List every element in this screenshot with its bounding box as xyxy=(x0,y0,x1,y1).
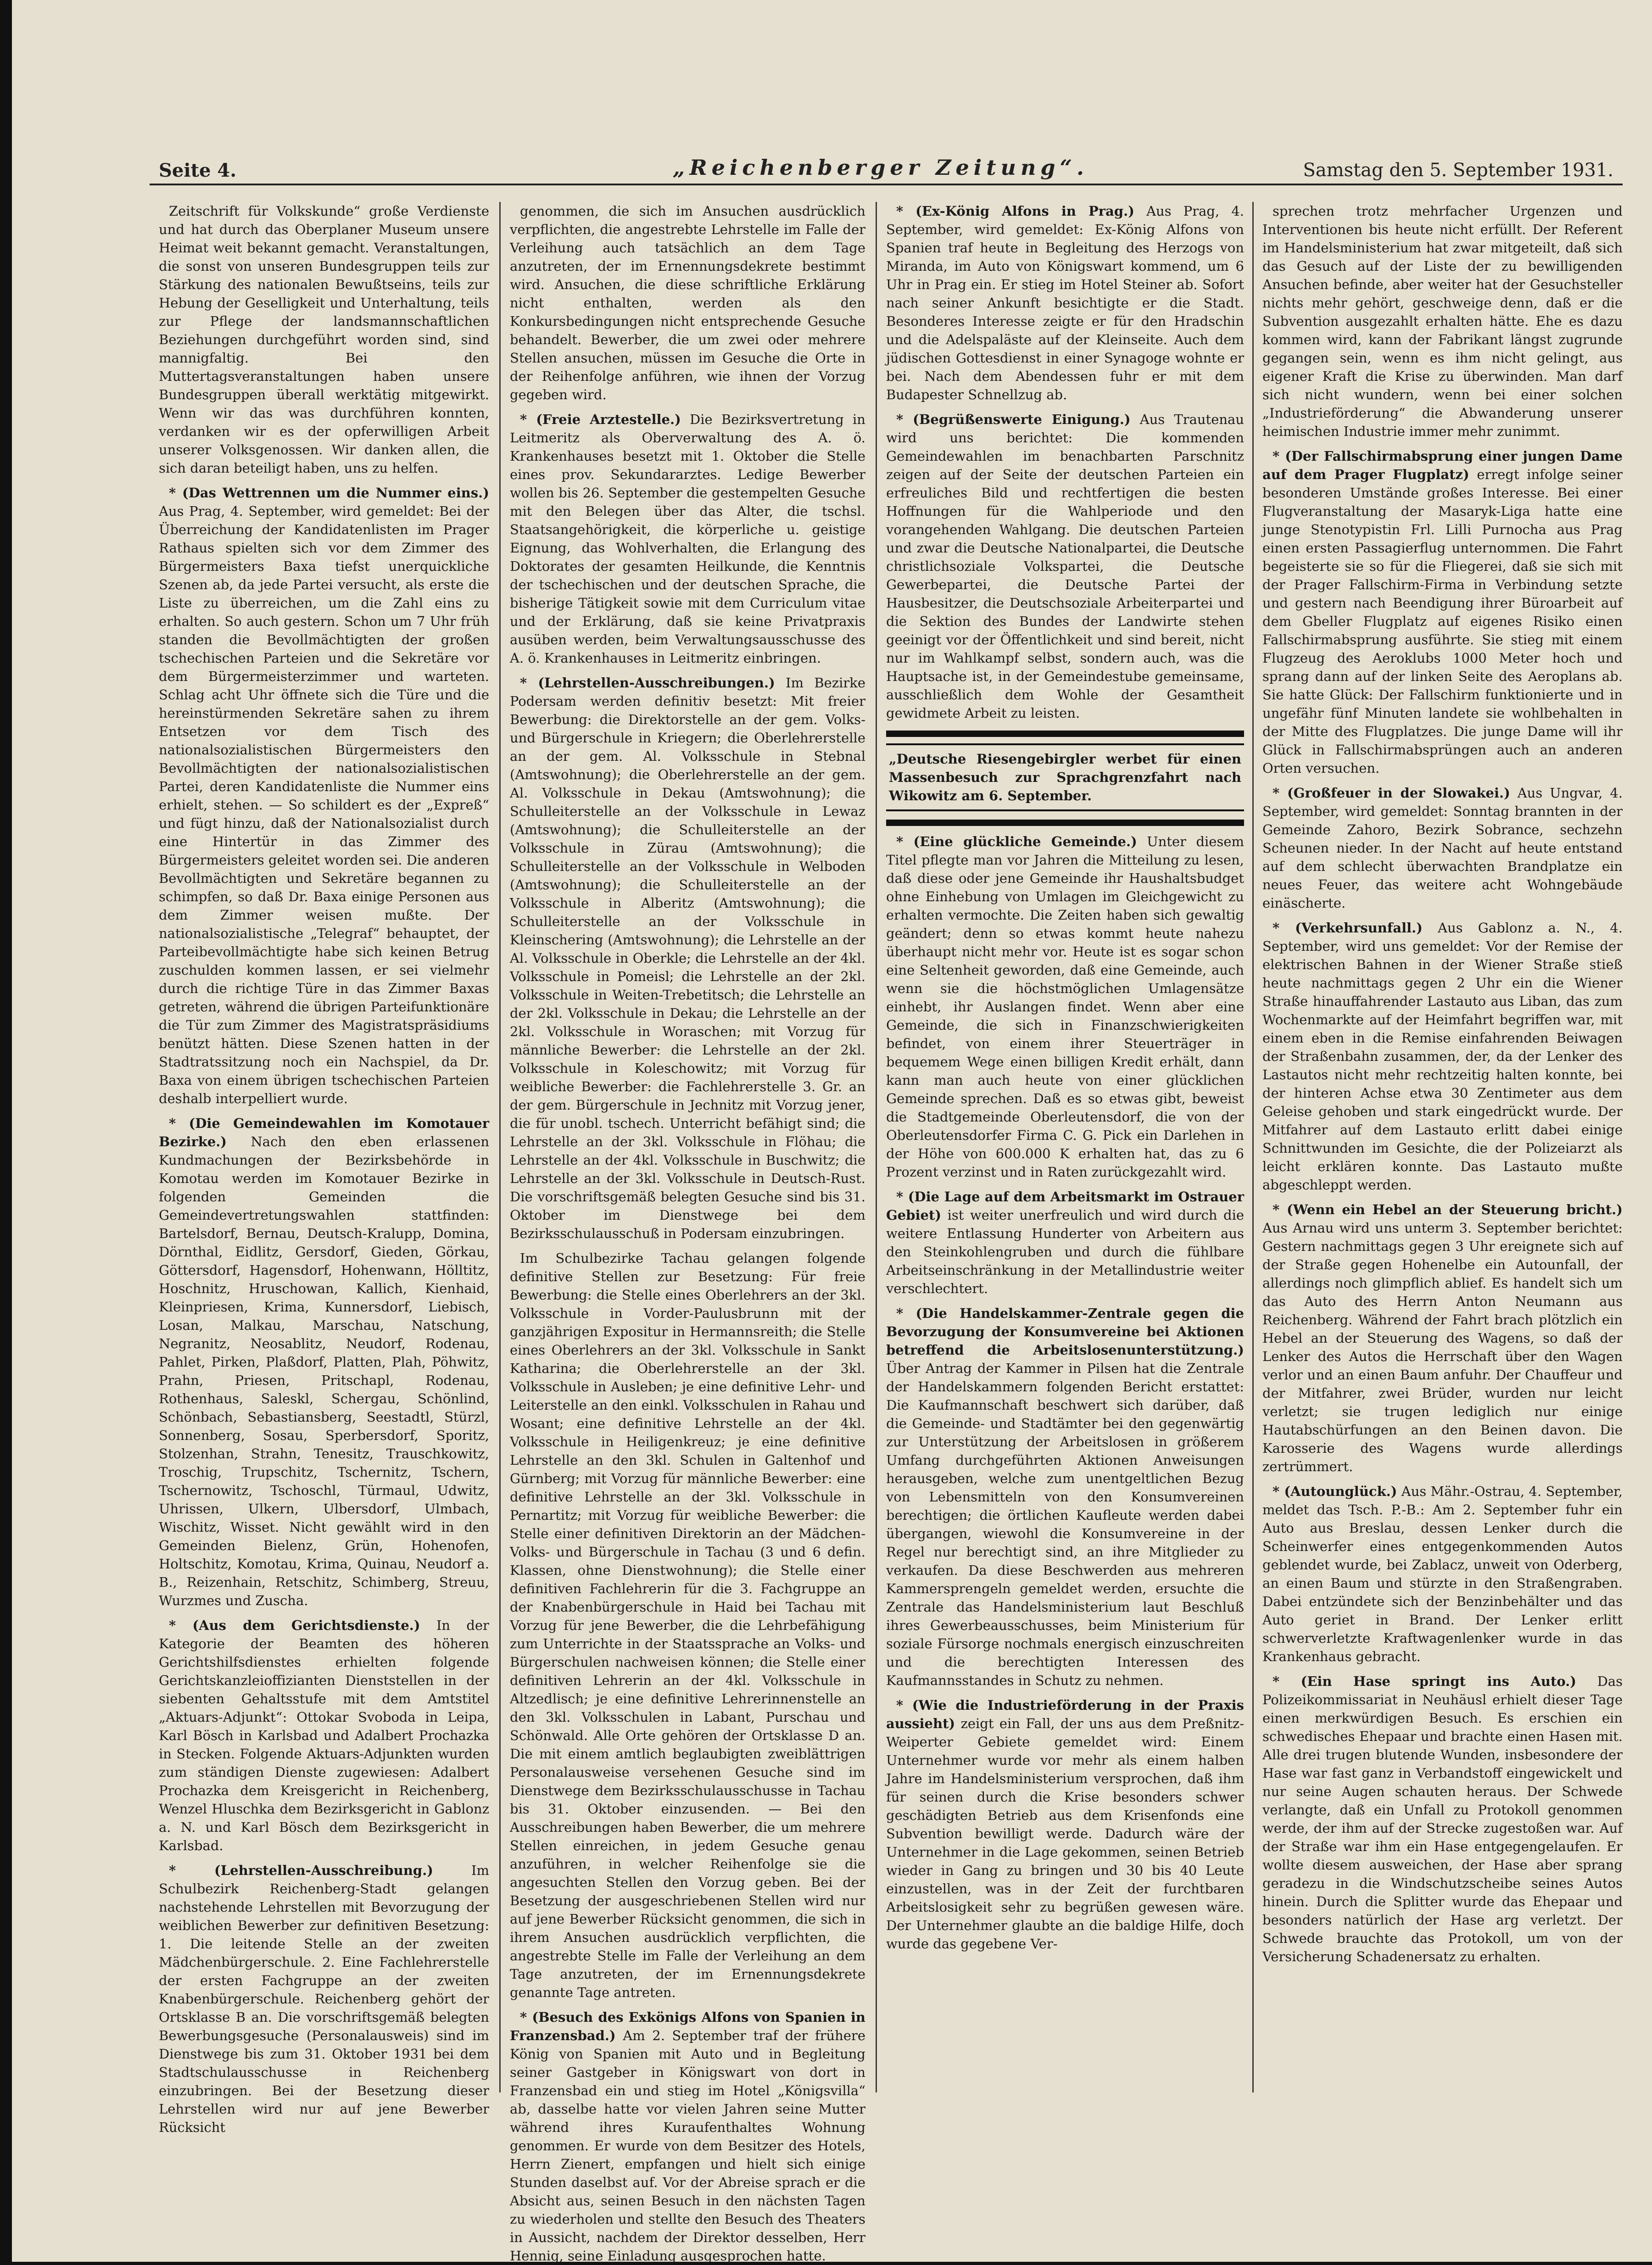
article-headline: * (Die Handelskammer-Zentrale gegen die Bevorzugung der Konsumvereine bei Aktionen betreffend die Arbeitslosenunterstützung.) xyxy=(886,1305,1244,1358)
article-headline: * (Die Gemeindewahlen im Komotauer Bezirke.) xyxy=(159,1116,489,1149)
column-divider xyxy=(876,202,877,2092)
article-paragraph xyxy=(159,1114,489,1610)
article-headline: * (Großfeuer in der Slowakei.) xyxy=(1272,785,1510,801)
article-body: zeigt ein Fall, der uns aus dem Preßnitz-Weiperter Gebiete gemeldet wird: Einem Unternehmer wurde vor mehr als einem halben Jahre im Handelsministerium versprochen, daß ihm für seinen durch die Krise besonders schwer geschädigten Betrieb aus dem Krisenfonds eine Subvention bewilligt werde. Dadurch wäre der Unternehmer in die Lage gekommen, seinen Betrieb wieder in Gang zu bringen und 30 bis 40 Leute einzustellen, was in der Zeit der furchtbaren Arbeitslosigkeit sehr zu begrüßen gewesen wäre. Der Unternehmer glaubte an die baldige Hilfe, doch wurde das gegebene Ver- xyxy=(886,1716,1245,1952)
article-headline: * (Die Lage auf dem Arbeitsmarkt im Ostrauer Gebiet) xyxy=(886,1189,1244,1223)
page-number: Seite 4. xyxy=(159,160,237,181)
article-body: ist weiter unerfreulich und wird durch die weitere Entlassung Hunderter von Arbeitern aus den Steinkohlengruben und durch die fühlbare Arbeitseinschränkung in der Metallindustrie weiter verschlechtert. xyxy=(886,1207,1245,1296)
column-4 xyxy=(1262,202,1623,2092)
article-headline: * (Ein Hase springt ins Auto.) xyxy=(1272,1674,1576,1689)
article-body: In der Kategorie der Beamten des höheren Gerichtshilfsdienstes erhielten folgende Gerichtskanzleioffizianten Dienststellen in der siebenten Gehaltsstufe mit dem Amtstitel „Aktuars-Adjunkt“: Ottokar Svoboda in Leipa, Karl Bösch in Karlsbad und Adalbert Prochazka in Stecken. Folgende Aktuars-Adjunkten wurden zum ständigen Dienste zugewiesen: Adalbert Prochazka dem Kreisgericht in Reichenberg, Wenzel Hluschka dem Bezirksgericht in Gablonz a. N. und Karl Bösch dem Bezirksgericht in Karlsbad. xyxy=(159,1618,489,1853)
article-headline: * (Ex-König Alfons in Prag.) xyxy=(896,203,1134,219)
article-paragraph xyxy=(510,2008,865,2265)
article-headline: * (Lehrstellen-Ausschreibungen.) xyxy=(520,675,775,691)
article-body: Aus Arnau wird uns unterm 3. September berichtet: Gestern nachmittags gegen 3 Uhr ereignete sich auf der Straße gegen Hohenelbe ein Autounfall, der allerdings noch glimpflich ablief. Es handelt sich um das Auto des Herrn Anton Neumann aus Reichenberg. Während der Fahrt brach plötzlich ein Hebel an der Steuerung des Wagens, so daß der Lenker des Autos die Herrschaft über den Wagen verlor und an einen Baum anfuhr. Der Chauffeur und der Mitfahrer, zwei Brüder, wurden nur leicht verletzt; sie trugen lediglich nur einige Hautabschürfungen an den Beinen davon. Die Karosserie des Wagens wurde allerdings zertrümmert. xyxy=(1262,1220,1623,1474)
article-body: Am 2. September traf der frühere König von Spanien mit Auto und in Begleitung seiner Gastgeber in Königswart von dort in Franzensbad ein und stieg im Hotel „Königsvilla“ ab, dasselbe hatte vor vielen Jahren seine Mutter während ihres Kuraufenthaltes Wohnung genommen. Er wurde von dem Besitzer des Hotels, Herrn Zienert, empfangen und hielt sich einige Stunden daselbst auf. Vor der Abreise sprach er die Absicht aus, seinen Besuch in den nächsten Tagen zu wiederholen und stellte den Besuch des Theaters in Aussicht, nachdem der Direktor desselben, Herr Hennig, seine Einladung ausgesprochen hatte. xyxy=(510,2028,866,2264)
article-paragraph xyxy=(886,832,1244,1181)
heavy-rule xyxy=(886,820,1244,826)
article-headline: * (Das Wettrennen um die Nummer eins.) xyxy=(169,485,489,501)
article-headline: * (Aus dem Gerichtsdienste.) xyxy=(169,1618,420,1633)
newspaper-title: „Reichenberger Zeitung“. xyxy=(673,155,1089,180)
article-body: Im Schulbezirk Reichenberg-Stadt gelangen nachstehende Lehrstellen mit Bevorzugung der weiblichen Bewerber zur definitiven Besetzung: 1. Die leitende Stelle an der zweiten Mädchenbürgerschule. 2. Eine Fachlehrerstelle der ersten Fachgruppe an der zweiten Knabenbürgerschule. Reichenberg gehört der Ortsklasse B an. Die vorschriftsgemäß belegten Bewerbungsgesuche (Personalausweis) sind im Dienstwege bis zum 31. Oktober 1931 bei dem Stadtschulausschusse in Reichenberg einzubringen. Bei der Besetzung dieser Lehrstellen wird nur auf jene Bewerber Rücksicht xyxy=(159,1863,490,2135)
article-paragraph xyxy=(159,202,489,477)
article-body: Im Bezirke Podersam werden definitiv besetzt: Mit freier Bewerbung: die Direktorstelle an der gem. Volks- und Bürgerschule in Kriegern; die Oberlehrerstelle an der gem. Al. Volksschule in Stebnal (Amtswohnung); die Oberlehrerstelle an der gem. Al. Volksschule in Dekau (Amtswohnung); die Schulleiterstelle an der Volksschule in Lewaz (Amtswohnung); die Schulleiterstelle an der Volksschule in Zürau (Amtswohnung); die Schulleiterstelle an der Volksschule in Welboden (Amtswohnung); die Schulleiterstelle an der Volksschule in Alberitz (Amtswohnung); die Schulleiterstelle an der Volksschule in Kleinschering (Amtswohnung); die Lehrstelle an der Al. Volksschule in Oberkle; die Lehrstelle an der 4kl. Volksschule in Pomeisl; die Lehrstelle an der 2kl. Volksschule in Weiten-Trebetitsch; die Lehrstelle an der 2kl. Volksschule in Dekau; die Lehrstelle an der 2kl. Volksschule in Woraschen; mit Vorzug für männliche Bewerber: die Lehrstelle an der 2kl. Volksschule in Koleschowitz; mit Vorzug für weibliche Bewerber: die Fachlehrerstelle 3. Gr. an der gem. Bürgerschule in Jechnitz mit Vorzug jener, die für unobl. tschech. Unterricht befähigt sind; die Lehrstelle an der 3kl. Volksschule in Flöhau; die Lehrstelle an der 4kl. Volksschule in Buschwitz; die Lehrstelle an der 3kl. Volksschule in Deutsch-Rust. Die vorschriftsgemäß belegten Gesuche sind bis 31. Oktober im Dienstwege bei dem Bezirksschulausschuß in Podersam einzubringen. xyxy=(510,675,865,1241)
article-paragraph xyxy=(1262,447,1623,777)
article-body: Aus Ungvar, 4. September, wird gemeldet: Sonntag brannten in der Gemeinde Zahoro, Bezirk Sobrance, sechzehn Scheunen nieder. In der Nacht auf heute entstand auf dem schlecht überwachten Brandplatze ein neues Feuer, das weitere acht Wohngebäude einäscherte. xyxy=(1262,785,1623,911)
article-body: Aus Mähr.-Ostrau, 4. September, meldet das Tsch. P.-B.: Am 2. September fuhr ein Auto aus Breslau, dessen Lenker durch die Scheinwerfer eines entgegenkommenden Autos geblendet wurde, bei Zablacz, unweit von Oderberg, an einen Baum und stürzte in den Straßengraben. Dabei entzündete sich der Benzinbehälter und das Auto geriet in Brand. Der Lenker erlitt schwerverletzte Kraftwagenlenker wurde in das Krankenhaus gebracht. xyxy=(1262,1484,1623,1664)
article-paragraph xyxy=(1262,1482,1623,1666)
article-paragraph xyxy=(886,1304,1244,1690)
column-2 xyxy=(510,202,866,2264)
article-body: Im Schulbezirke Tachau gelangen folgende definitive Stellen zur Besetzung: Für freie Bewerbung: die Stelle eines Oberlehrers an der 3kl. Volksschule in Vorder-Paulusbrunn mit der ganzjährigen Expositur in Hermannsreith; die Stelle eines Oberlehrers an der 3kl. Volksschule in Sankt Katharina; die Oberlehrerstelle an der 3kl. Volksschule in Ausleben; je eine definitive Lehr- und Leiterstelle an den einkl. Volksschulen in Rahau und Wosant; eine definitive Lehrstelle an der 4kl. Volksschule in Heiligenkreuz; je eine definitive Lehrstelle an den 3kl. Schulen in Galtenhof und Gürnberg; mit Vorzug für männliche Bewerber: eine definitive Lehrstelle an der 3kl. Volksschule in Pernartitz; mit Vorzug für weibliche Bewerber: die Stelle einer definitiven Direktorin an der Mädchen-Volks- und Bürgerschule in Tachau (3 und 6 defin. Klassen, ohne Dienstwohnung); die Stelle einer definitiven Fachlehrerin für die 3. Fachgruppe an der Knabenbürgerschule in Haid bei Tachau mit Vorzug für jene Bewerber, die die Lehrbefähigung zum Unterrichte in der Staatssprache an Volks- und Bürgerschulen nachweisen können; die Stelle einer definitiven Lehrerin an der 4kl. Volksschule in Altzedlisch; je eine definitive Lehrerinnenstelle an den 3kl. Volksschulen in Labant, Purschau und Schönwald. Alle Orte gehören der Ortsklasse D an. Die mit einem amtlich beglaubigten zweiblättrigen Personalausweise versehenen Gesuche sind im Dienstwege dem Bezirksschulausschusse in Tachau bis 31. Oktober einzusenden. — Bei den Ausschreibungen haben Bewerber, die um mehrere Stellen einreichen, in jedem Gesuche genau anzuführen, in welcher Reihenfolge sie die angesuchten Stellen den Vorzug geben. Bei der Besetzung der ausgeschriebenen Stellen wird nur auf jene Bewerber Rücksicht genommen, die sich in ihrem Ansuchen ausdrücklich verpflichten, die angestrebte Stelle im Falle der Verleihung an dem Tage anzutreten, der im Ernennungsdekrete genannte Tage antreten. xyxy=(510,1250,865,2000)
page-header xyxy=(159,155,1613,183)
article-paragraph xyxy=(1262,1200,1623,1476)
article-body: sprechen trotz mehrfacher Urgenzen und Interventionen bis heute nicht erfüllt. Der Referent im Handelsministerium hat zwar mitgeteilt, daß sich das Gesuch auf der Liste der zu bewilligenden Ansuchen befinde, aber weiter hat der Gesuchsteller nichts mehr gehört, geschweige denn, daß er die Subvention ausgezahlt erhalten hätte. Ehe es dazu kommen wird, kann der Fabrikant längst zugrunde gegangen sein, wenn es ihm nicht gelingt, aus eigener Kraft die Krise zu überwinden. Man darf sich nicht wundern, wenn bei einer solchen „Industrieförderung“ die Abwanderung unserer heimischen Industrie immer mehr zunimmt. xyxy=(1262,203,1623,439)
article-paragraph xyxy=(510,1249,865,2002)
article-headline: * (Autounglück.) xyxy=(1272,1484,1397,1499)
article-body: Zeitschrift für Volkskunde“ große Verdienste und hat durch das Oberplaner Museum unsere Heimat weit bekannt gemacht. Veranstaltungen, die sonst von unseren Bundesgruppen teils zur Stärkung des nationalen Bewußtseins, teils zur Hebung der Geselligkeit und Unterhaltung, teils zur Pflege der landsmannschaftlichen Beziehungen durchgeführt worden sind, sind mannigfaltig. Bei den Muttertagsveranstaltungen haben unsere Bundesgruppen überall werktätig mitgewirkt. Wenn wir das was durchführen konnten, verdanken wir es der opferwilligen Arbeit unserer Volksgenossen. Wir danken allen, die sich daran beteiligt haben, uns zu helfen. xyxy=(159,203,489,476)
article-headline: * (Wenn ein Hebel an der Steuerung bricht.) xyxy=(1272,1202,1623,1217)
article-headline: * (Wie die Industrieförderung in der Praxis aussieht) xyxy=(886,1697,1244,1731)
article-headline: * (Lehrstellen-Ausschreibung.) xyxy=(169,1863,434,1878)
notice-text: „Deutsche Riesengebirgler werbet für einen Massenbesuch zur Sprachgrenzfahrt nach Wikowitz am 6. September. xyxy=(889,751,1241,803)
article-body: Über Antrag der Kammer in Pilsen hat die Zentrale der Handelskammern folgenden Bericht erstattet: Die Kaufmannschaft beschwert sich darüber, daß die Gemeinde- und Stadtämter bei den gegenwärtig zur Unterstützung der Arbeitslosen in größerem Umfang durchgeführten Aktionen Anweisungen herausgeben, welche zum unentgeltlichen Bezug von Lebensmitteln von den Konsumvereinen berechtigen; die örtlichen Kaufleute werden dabei übergangen, wiewohl die Konsumvereine in der Regel nur berechtigt sind, an ihre Mitglieder zu verkaufen. Da diese Beschwerden aus mehreren Kammersprengeln gemeldet werden, ersuchte die Zentrale das Handelsministerium laut Beschluß ihres Gewerbeausschusses, beim Ministerium für soziale Fürsorge nochmals energisch einzuschreiten und die berechtigten Interessen des Kaufmannsstandes in Schutz zu nehmen. xyxy=(886,1361,1244,1688)
article-paragraph xyxy=(886,1188,1244,1298)
column-1 xyxy=(159,202,490,2135)
heavy-rule xyxy=(886,731,1244,737)
article-paragraph xyxy=(510,674,865,1243)
article-paragraph xyxy=(159,484,489,1108)
article-body: genommen, die sich im Ansuchen ausdrücklich verpflichten, die angestrebte Lehrstelle im Falle der Verleihung auch tatsächlich an dem Tage anzutreten, der im Ernennungsdekrete bestimmt wird. Ansuchen, die diese schriftliche Erklärung nicht enthalten, werden als den Konkursbedingungen nicht entsprechende Gesuche behandelt. Bewerber, die um zwei oder mehrere Stellen ansuchen, müssen im Gesuche die Orte in der Reihenfolge anführen, wie ihnen der Vorzug gegeben wird. xyxy=(510,203,865,402)
article-body: Unter diesem Titel pflegte man vor Jahren die Mitteilung zu lesen, daß diese oder jene Gemeinde ihr Haushaltsbudget ohne Einhebung von Umlagen im Gleichgewicht zu erhalten vermochte. Die Zeiten haben sich gewaltig geändert; denn so etwas kommt heute nahezu überhaupt nicht mehr vor. Heute ist es sogar schon eine Seltenheit geworden, daß eine Gemeinde, auch wenn sie die höchstmöglichen Umlagensätze einhebt, ihr Auslangen findet. Wenn aber eine Gemeinde, die sich in Finanzschwierigkeiten befindet, von einem ihrer Steuerträger in bequemem Wege einen billigen Kredit erhält, dann kann man auch heute von einer glücklichen Gemeinde sprechen. Daß es so etwas gibt, beweist die Stadtgemeinde Oberleutensdorf, die von der Oberleutensdorfer Firma C. G. Pick ein Darlehen in der Höhe von 600.000 K erhalten hat, das zu 6 Prozent verzinst und in Raten zurückgezahlt wird. xyxy=(886,834,1245,1180)
article-headline: * (Besuch des Exkönigs Alfons von Spanien in Franzensbad.) xyxy=(510,2009,865,2043)
article-body: Aus Trautenau wird uns berichtet: Die kommenden Gemeindewahlen im benachbarten Parschnitz zeigen auf der Seite der deutschen Parteien ein erfreuliches Bild und rechtfertigen die besten Hoffnungen für die Wahlperiode und den vorangehenden Wahlgang. Die deutschen Parteien und zwar die Deutsche Nationalpartei, die Deutsche christlichsoziale Volkspartei, die Deutsche Gewerbepartei, die Deutsche Partei der Hausbesitzer, die Deutschsoziale Arbeiterpartei und die Sektion des Bundes der Landwirte stehen geeinigt vor der Öffentlichkeit und sind bereit, nicht nur im Wahlkampf selbst, sondern auch, was die Hauptsache ist, in der Gemeindestube gemeinsame, ausschließlich dem Wohle der Gesamtheit gewidmete Arbeit zu leisten. xyxy=(886,412,1245,721)
column-3 xyxy=(886,202,1244,2092)
article-paragraph xyxy=(886,202,1244,404)
issue-date: Samstag den 5. September 1931. xyxy=(1303,160,1613,181)
article-body: Aus Prag, 4. September, wird gemeldet: Ex-König Alfons von Spanien traf heute in Begleitung des Herzogs von Miranda, im Auto von Königswart kommend, um 6 Uhr in Prag ein. Er stieg im Hotel Steiner ab. Sofort nach seiner Ankunft besichtigte er die Stadt. Besonderes Interesse zeigte er für den Hradschin und die Adelspaläste auf der Kleinseite. Auch dem jüdischen Gottesdienst in einer Synagoge wohnte er bei. Nach dem Abendessen fuhr er mit dem Budapester Schnellzug ab. xyxy=(886,203,1244,402)
article-headline: * (Freie Arztestelle.) xyxy=(520,412,681,427)
boxed-notice xyxy=(886,743,1244,811)
article-body: erregt infolge seiner besonderen Umstände großes Interesse. Bei einer Flugveranstaltung der Masaryk-Liga hatte eine junge Stenotypistin Frl. Lilli Purnocha aus Prag einen ersten Passagierflug unternommen. Die Fahrt begeisterte sie so für die Fliegerei, daß sie sich mit der Prager Fallschirm-Firma in Verbindung setzte und gestern nach Beendigung ihrer Büroarbeit auf dem Gbeller Flugplatz auf eigenes Risiko einen Fallschirmabsprung ausführte. Sie stieg mit einem Flugzeug des Aeroklubs 1000 Meter hoch und sprang dann auf der linken Seite des Aeroplans ab. Sie hatte Glück: Der Fallschirm funktionierte und in ungefähr fünf Minuten landete sie wohlbehalten in der Mitte des Flugplatzes. Die junge Dame will ihr Glück in Fallschirmabsprüngen auch an anderen Orten versuchen. xyxy=(1262,467,1623,776)
article-body: Aus Gablonz a. N., 4. September, wird uns gemeldet: Vor der Remise der elektrischen Bahnen in der Wiener Straße stieß heute nachmittags gegen 2 Uhr ein die Wiener Straße hinauffahrender Lastauto aus Liban, das zum Wochenmarkte auf der Heimfahrt begriffen war, mit einem eben in die Remise einfahrenden Beiwagen der Straßenbahn zusammen, der, da der Lenker des Lastautos nicht mehr rechtzeitig halten konnte, bei der hinteren Achse etwa 30 Zentimeter aus dem Geleise gehoben und stark eingedrückt wurde. Der Mitfahrer auf dem Lastauto erlitt dabei einige Schnittwunden im Gesichte, die der Polizeiarzt als leicht erklären konnte. Das Lastauto mußte abgeschleppt werden. xyxy=(1262,920,1623,1193)
article-paragraph xyxy=(886,1696,1244,1953)
article-body: Nach den eben erlassenen Kundmachungen der Bezirksbehörde in Komotau werden im Komotauer Bezirke in folgenden Gemeinden die Gemeindevertretungswahlen stattfinden: Bartelsdorf, Bernau, Deutsch-Kralupp, Domina, Dörnthal, Eidlitz, Gersdorf, Gieden, Görkau, Göttersdorf, Hagensdorf, Hohenwann, Hölltitz, Hoschnitz, Hruschowan, Kallich, Kienhaid, Kleinpriesen, Krima, Kunnersdorf, Liebisch, Losan, Malkau, Marschau, Natschung, Negranitz, Neosablitz, Neudorf, Rodenau, Pahlet, Pirken, Plaßdorf, Platten, Plah, Pöhwitz, Prahn, Priesen, Pritschapl, Rodenau, Rothenhaus, Saleskl, Schergau, Schönlind, Schönbach, Sebastiansberg, Seestadtl, Stürzl, Sonnenberg, Sosau, Sperbersdorf, Sporitz, Stolzenhan, Strahn, Tenesitz, Trauschkowitz, Troschig, Trupschitz, Tschernitz, Tschern, Tschernowitz, Tschoschl, Türmaul, Udwitz, Uhrissen, Ulkern, Ulbersdorf, Ulmbach, Wischitz, Wisset. Nicht gewählt wird in den Gemeinden Bielenz, Grün, Hohenofen, Holtschitz, Komotau, Krima, Quinau, Neudorf a. B., Reizenhain, Retschitz, Schimberg, Streuu, Wurzmes und Zuscha. xyxy=(159,1134,489,1608)
article-body: Aus Prag, 4. September, wird gemeldet: Bei der Überreichung der Kandidatenlisten im Prager Rathaus spielten sich vor dem Zimmer des Bürgermeisters Baxa tiefst unerquickliche Szenen ab, da jede Partei versucht, als erste die Liste zu überreichen, um die Zahl eins zu erhalten. So auch gestern. Schon um 7 Uhr früh standen die Bevollmächtigten der großen tschechischen Parteien und die Sekretäre vor dem Bürgermeisterzimmer und warteten. Schlag acht Uhr öffnete sich die Türe und die hereinstürmenden Sekretäre sahen zu ihrem Entsetzen vor dem Tisch des nationalsozialistischen Bürgermeisters den Bevollmächtigten der nationalsozialistischen Partei, deren Kandidatenliste die Nummer eins erhielt, stehen. — So schildert es der „Expreß“ und fügt hinzu, daß der Nationalsozialist durch eine Hintertür in das Zimmer des Bürgermeisters geleitet worden sei. Die anderen Bevollmächtigten und Sekretäre begannen zu schimpfen, so daß Dr. Baxa einige Personen aus dem Zimmer weisen mußte. Der nationalsozialistische „Telegraf“ behauptet, der Parteibevollmächtigte habe sich keinen Betrug zuschulden kommen lassen, er sei vielmehr durch die richtige Türe in das Zimmer Baxas getreten, während die übrigen Parteifunktionäre die Tür zum Zimmer des Magistratspräsidiums benützt hätten. Diese Szenen hatten in der Stadtratssitzung noch ein Nachspiel, da Dr. Baxa von einem übrigen tschechischen Parteien deshalb interpelliert wurde. xyxy=(159,503,489,1106)
article-paragraph xyxy=(1262,919,1623,1194)
article-headline: * (Der Fallschirmabsprung einer jungen Dame auf dem Prager Flugplatz) xyxy=(1262,448,1623,482)
column-divider xyxy=(499,202,501,2092)
article-paragraph xyxy=(1262,784,1623,912)
article-paragraph xyxy=(159,1861,489,2137)
article-paragraph xyxy=(159,1616,489,1855)
article-paragraph xyxy=(1262,202,1623,441)
article-body: Die Bezirksvertretung in Leitmeritz als Oberverwaltung des A. ö. Krankenhauses besetzt mit 1. Oktober die Stelle eines prov. Sekundararztes. Ledige Bewerber wollen bis 26. September die gestempelten Gesuche mit den Belegen über das Alter, die tschsl. Staatsangehörigkeit, die körperliche u. geistige Eignung, das Wohlverhalten, die Erlangung des Doktorates der gesamten Heilkunde, die Kenntnis der tschechischen und der deutschen Sprache, die bisherige Tätigkeit sowie mit dem Curriculum vitae und der Erklärung, daß sie keine Privatpraxis ausüben werden, beim Verwaltungsausschusse des A. ö. Krankenhauses in Leitmeritz einbringen. xyxy=(510,412,865,666)
article-headline: * (Eine glückliche Gemeinde.) xyxy=(896,834,1137,849)
article-paragraph xyxy=(1262,1672,1623,1966)
column-divider xyxy=(1252,202,1254,2092)
article-paragraph xyxy=(510,202,865,404)
newspaper-page xyxy=(12,0,1652,2262)
article-paragraph xyxy=(510,410,865,667)
article-headline: * (Begrüßenswerte Einigung.) xyxy=(896,412,1131,427)
article-paragraph xyxy=(886,410,1244,722)
header-rule xyxy=(150,184,1623,185)
article-body: Das Polizeikommissariat in Neuhäusl erhielt dieser Tage einen merkwürdigen Besuch. Es erschien ein schwedisches Ehepaar und brachte einen Hasen mit. Alle drei trugen blutende Wunden, insbesondere der Hase war fast ganz in Verbandstoff eingewickelt und nur seine Augen schauten heraus. Der Schwede verlangte, daß ein Unfall zu Protokoll genommen werde, der ihm auf der Strecke zugestoßen war. Auf der Straße war ihm ein Hase entgegengelaufen. Er wollte diesem ausweichen, der Hase aber sprang geradezu in die Windschutzscheibe seines Autos hinein. Durch die Splitter wurde das Ehepaar und besonders natürlich der Hase arg verletzt. Der Schwede brauchte das Protokoll, um von der Versicherung Schadenersatz zu erhalten. xyxy=(1262,1674,1623,1964)
article-headline: * (Verkehrsunfall.) xyxy=(1272,920,1423,936)
